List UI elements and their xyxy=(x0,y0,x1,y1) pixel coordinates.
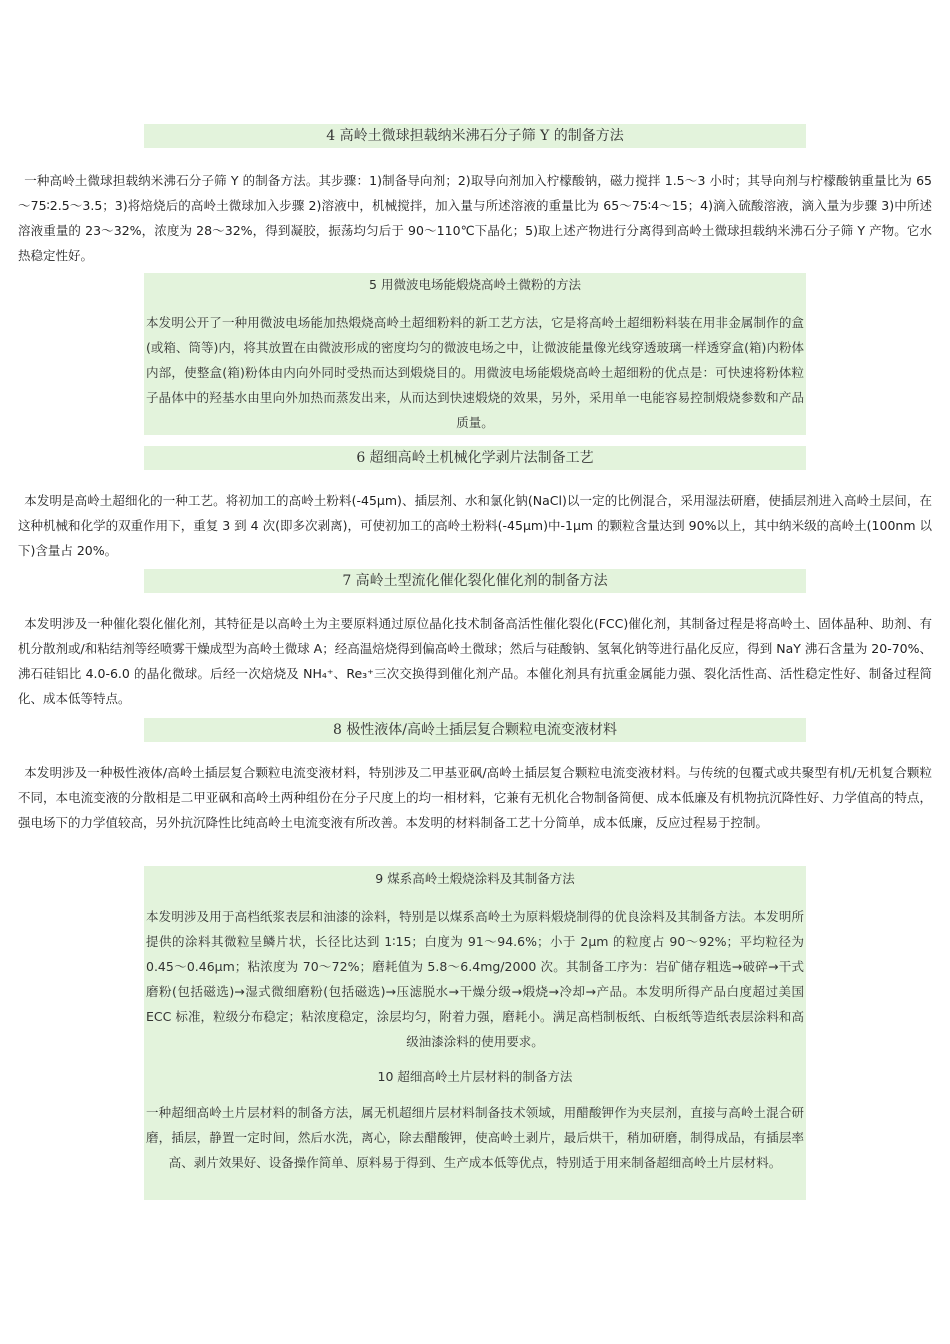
section-card xyxy=(144,1054,806,1200)
section-body: 本发明涉及一种催化裂化催化剂，其特征是以高岭土为主要原料通过原位晶化技术制备高活性催化裂化(FCC)催化剂，其制备过程是将高岭土、固体晶种、助剂、有机分散剂或/和粘结剂等经喷雾干燥成型为高岭土微球 A；经高温焙烧得到偏高岭土微球；然后与硅酸钠、氢氧化钠等进行晶化反应，得到 NaY 沸石含量为 20-70%、沸石硅铝比 4.0-6.0 的晶化微球。后经一次焙烧及 NH₄⁺、Re₃⁺三次交换得到催化剂产品。本催化剂具有抗重金属能力强、裂化活性高、活性稳定性好、制备过程简化、成本低等特点。 xyxy=(18,616,933,706)
section-body: 本发明涉及用于高档纸浆表层和油漆的涂料，特别是以煤系高岭土为原料煅烧制得的优良涂料及其制备方法。本发明所提供的涂料其微粒呈鳞片状，长径比达到 1∶15；白度为 91～94.6%；小于 2μm 的粒度占 90～92%；平均粒径为 0.45～0.46μm；粘浓度为 70～72%；磨耗值为 5.8～6.4mg/2000 次。其制备工序为：岩矿储存粗选→破碎→干式磨粉(包括磁选)→湿式微细磨粉(包括磁选)→压滤脱水→干燥分级→煅烧→冷却→产品。本发明所得产品白度超过美国 ECC 标准，粒级分布稳定；粘浓度稳定，涂层均匀，附着力强，磨耗小。满足高档制板纸、白板纸等造纸表层涂料和高级油漆涂料的使用要求。 xyxy=(146,909,804,1049)
section-title: 5 用微波电场能煅烧高岭土微粉的方法 xyxy=(369,277,581,292)
section-title: 10 超细高岭土片层材料的制备方法 xyxy=(377,1069,573,1084)
section-title-bar xyxy=(144,569,806,593)
section-title-bar xyxy=(144,718,806,742)
section-body: 本发明涉及一种极性液体/高岭土插层复合颗粒电流变液材料，特别涉及二甲基亚砜/高岭土插层复合颗粒电流变液材料。与传统的包覆式或共聚型有机/无机复合颗粒不同，本电流变液的分散相是二甲亚砜和高岭土两种组份在分子尺度上的均一相材料，它兼有无机化合物制备简便、成本低廉及有机物抗沉降性好、力学值高的特点，强电场下的力学值较高，另外抗沉降性比纯高岭土电流变液有所改善。本发明的材料制备工艺十分简单，成本低廉，反应过程易于控制。 xyxy=(18,765,932,830)
section-title: 7 高岭土型流化催化裂化催化剂的制备方法 xyxy=(342,573,608,589)
section-card xyxy=(144,866,806,1054)
section-body: 一种超细高岭土片层材料的制备方法，属无机超细片层材料制备技术领域，用醋酸钾作为夹层剂，直接与高岭土混合研磨，插层，静置一定时间，然后水洗，离心，除去醋酸钾，使高岭土剥片，最后烘干，稍加研磨，制得成品，有插层率高、剥片效果好、设备操作简单、原料易于得到、生产成本低等优点，特别适于用来制备超细高岭土片层材料。 xyxy=(146,1105,804,1170)
section-title: 9 煤系高岭土煅烧涂料及其制备方法 xyxy=(375,871,575,886)
section-title-bar xyxy=(144,446,806,470)
section-body: 一种高岭土微球担载纳米沸石分子筛 Y 的制备方法。其步骤：1)制备导向剂；2)取导向剂加入柠檬酸钠，磁力搅拌 1.5～3 小时；其导向剂与柠檬酸钠重量比为 65～75∶2.5～3.5；3)将焙烧后的高岭土微球加入步骤 2)溶液中，机械搅拌，加入量与所述溶液的重量比为 65～75∶4～15；4)滴入硫酸溶液，滴入量为步骤 3)中所述溶液重量的 23～32%，浓度为 28～32%，得到凝胶，振荡均匀后于 90～110℃下晶化；5)取上述产物进行分离得到高岭土微球担载纳米沸石分子筛 Y 产物。它水热稳定性好。 xyxy=(18,173,932,263)
section-title: 6 超细高岭土机械化学剥片法制备工艺 xyxy=(356,450,594,466)
section-title: 4 高岭土微球担载纳米沸石分子筛 Y 的制备方法 xyxy=(326,128,624,144)
section-card xyxy=(144,273,806,435)
section-title-bar xyxy=(144,124,806,148)
section-title: 8 极性液体/高岭土插层复合颗粒电流变液材料 xyxy=(332,722,618,738)
section-body: 本发明公开了一种用微波电场能加热煅烧高岭土超细粉料的新工艺方法，它是将高岭土超细粉料装在用非金属制作的盒(或箱、筒等)内，将其放置在由微波形成的密度均匀的微波电场之中，让微波能量像光线穿透玻璃一样透穿盒(箱)内粉体内部，使整盒(箱)粉体由内向外同时受热而达到煅烧目的。用微波电场能煅烧高岭土超细粉的优点是：可快速将粉体粒子晶体中的羟基水由里向外加热而蒸发出来，从而达到快速煅烧的效果，另外，采用单一电能容易控制煅烧参数和产品质量。 xyxy=(146,315,804,430)
section-body: 本发明是高岭土超细化的一种工艺。将初加工的高岭土粉料(-45μm)、插层剂、水和氯化钠(NaCl)以一定的比例混合，采用湿法研磨，使插层剂进入高岭土层间，在这种机械和化学的双重作用下，重复 3 到 4 次(即多次剥离)，可使初加工的高岭土粉料(-45μm)中-1μm 的颗粒含量达到 90%以上，其中纳米级的高岭土(100nm 以下)含量占 20%。 xyxy=(18,493,932,558)
